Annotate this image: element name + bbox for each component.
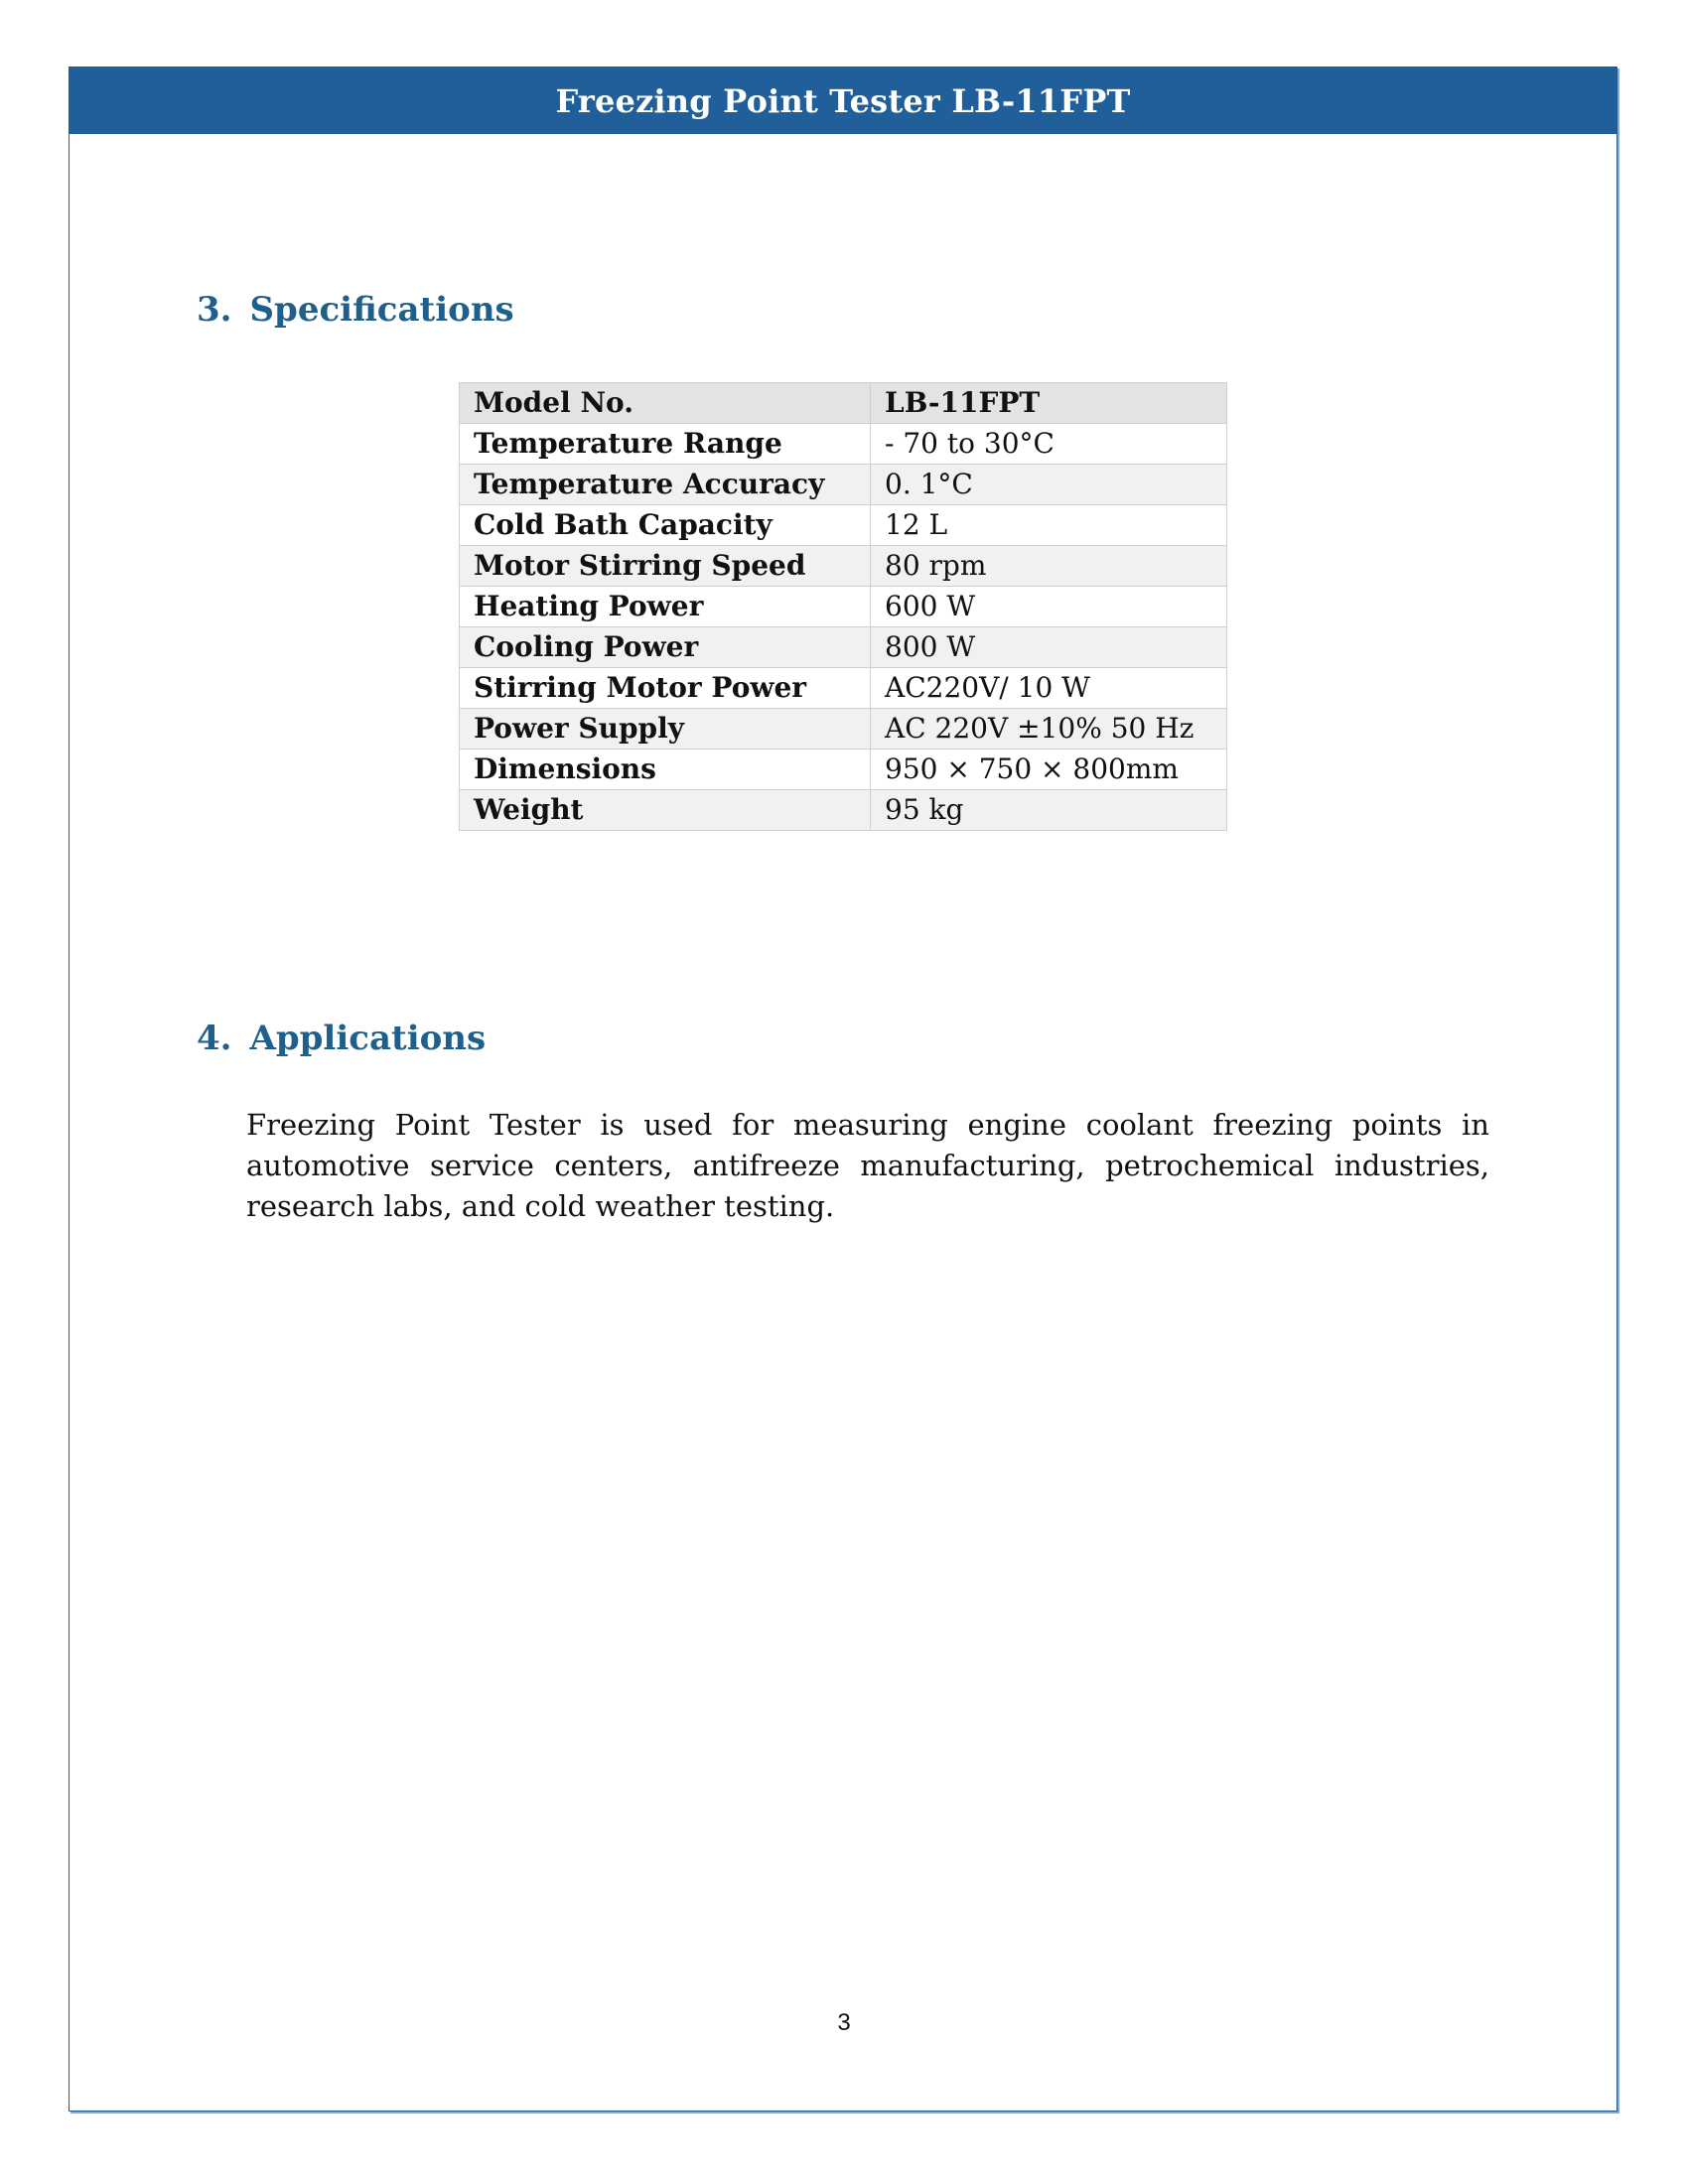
page-frame — [69, 67, 1618, 2112]
page-number: 3 — [837, 2009, 851, 2036]
table-row — [460, 383, 1227, 424]
spec-label: Cold Bath Capacity — [460, 505, 871, 546]
table-row — [460, 750, 1227, 790]
spec-value: LB-11FPT — [871, 383, 1227, 424]
table-row — [460, 465, 1227, 505]
spec-value: 800 W — [871, 627, 1227, 668]
specifications-table — [459, 382, 1227, 831]
spec-label: Heating Power — [460, 587, 871, 627]
section-number: 4. — [197, 1019, 232, 1058]
specifications-heading — [197, 290, 514, 330]
spec-value: 80 rpm — [871, 546, 1227, 587]
document-title: Freezing Point Tester LB-11FPT — [555, 81, 1131, 120]
spec-value: 950 × 750 × 800mm — [871, 750, 1227, 790]
table-row — [460, 587, 1227, 627]
spec-value: AC220V/ 10 W — [871, 668, 1227, 709]
section-title: Applications — [249, 1019, 487, 1058]
spec-label: Motor Stirring Speed — [460, 546, 871, 587]
spec-label: Cooling Power — [460, 627, 871, 668]
table-row — [460, 505, 1227, 546]
spec-label: Stirring Motor Power — [460, 668, 871, 709]
table-row — [460, 546, 1227, 587]
spec-value: - 70 to 30°C — [871, 424, 1227, 465]
table-row — [460, 424, 1227, 465]
spec-label: Power Supply — [460, 709, 871, 750]
header-bar — [70, 68, 1617, 134]
table-row — [460, 627, 1227, 668]
section-number: 3. — [197, 290, 232, 330]
spec-label: Temperature Accuracy — [460, 465, 871, 505]
section-title: Specifications — [249, 290, 514, 330]
spec-value: 600 W — [871, 587, 1227, 627]
spec-label: Temperature Range — [460, 424, 871, 465]
spec-value: 12 L — [871, 505, 1227, 546]
spec-label: Dimensions — [460, 750, 871, 790]
applications-paragraph: Freezing Point Tester is used for measuring engine coolant freezing points in automotive service centers, antifreeze manufacturing, petrochemical industries, research labs, and cold weather testing. — [246, 1108, 1489, 1223]
spec-value: 95 kg — [871, 790, 1227, 831]
table-row — [460, 668, 1227, 709]
spec-label: Model No. — [460, 383, 871, 424]
table-row — [460, 709, 1227, 750]
spec-label: Weight — [460, 790, 871, 831]
spec-value: 0. 1°C — [871, 465, 1227, 505]
table-row — [460, 790, 1227, 831]
applications-heading — [197, 1019, 486, 1058]
spec-value: AC 220V ±10% 50 Hz — [871, 709, 1227, 750]
